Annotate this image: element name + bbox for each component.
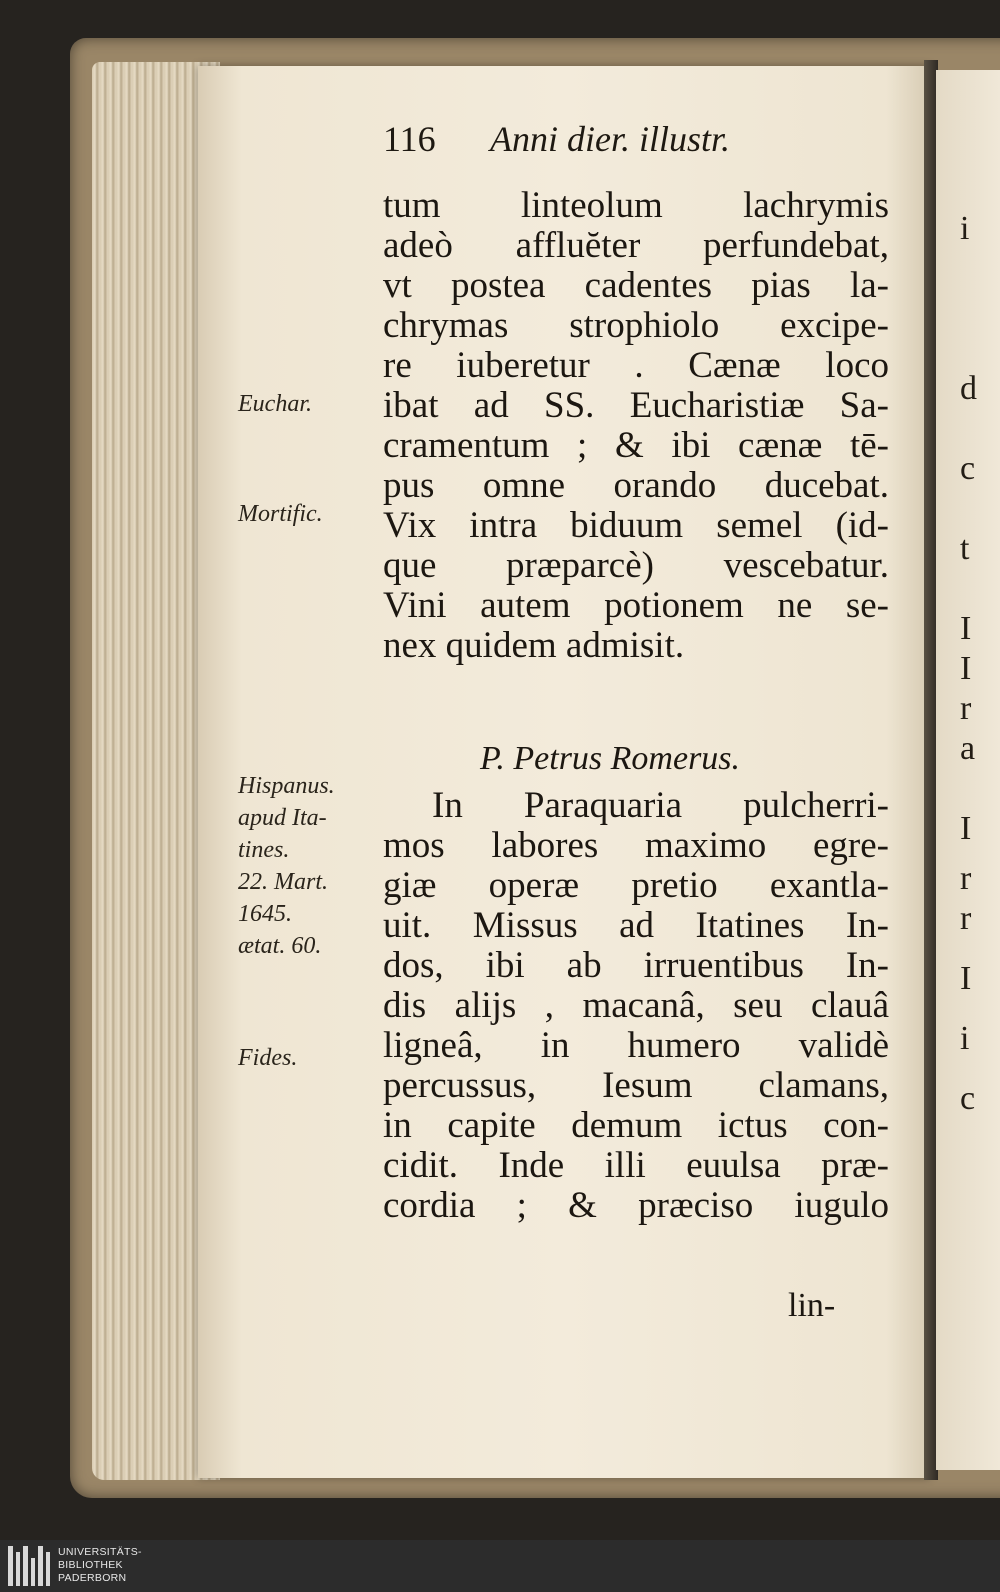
- text-line: cidit. Inde illi euulsa præ-: [383, 1145, 889, 1186]
- text-line: vt postea cadentes pias la-: [383, 265, 889, 306]
- right-edge-letter: c: [960, 1080, 976, 1117]
- margin-note-hispanus: Hispanus.: [238, 773, 335, 799]
- text-line: dis alijs , macanâ, seu clauâ: [383, 985, 889, 1026]
- text-line: dos, ibi ab irruentibus In-: [383, 945, 889, 986]
- margin-note-hispanus: 22. Mart.: [238, 869, 328, 895]
- library-name-line: BIBLIOTHEK: [58, 1559, 123, 1571]
- text-line: percussus, Iesum clamans,: [383, 1065, 889, 1106]
- text-line: in capite demum ictus con-: [383, 1105, 889, 1146]
- text-line: chrymas strophiolo excipe-: [383, 305, 889, 346]
- right-edge-letter: i: [960, 210, 970, 247]
- library-name: [58, 1546, 142, 1585]
- text-line: cramentum ; & ibi cænæ tē-: [383, 425, 889, 466]
- text-line: Vini autem potionem ne se-: [383, 585, 889, 626]
- right-edge-letter: t: [960, 530, 970, 567]
- text-line: ligneâ, in humero validè: [383, 1025, 889, 1066]
- text-line: uit. Missus ad Itatines In-: [383, 905, 889, 946]
- text-line: tum linteolum lachrymis: [383, 185, 889, 226]
- text-line: cordia ; & præciso iugulo: [383, 1185, 889, 1226]
- right-page-edge: [936, 70, 1000, 1470]
- margin-note-hispanus: tines.: [238, 837, 290, 863]
- right-edge-letter: a: [960, 730, 976, 767]
- margin-note-hispanus: 1645.: [238, 901, 292, 927]
- right-edge-letter: r: [960, 690, 972, 727]
- right-edge-letter: I: [960, 610, 972, 647]
- margin-note-hispanus: ætat. 60.: [238, 933, 322, 959]
- right-edge-letter: d: [960, 370, 977, 407]
- library-name-line: PADERBORN: [58, 1572, 127, 1584]
- page-number: 116: [383, 119, 436, 159]
- text-line: nex quidem admisit.: [383, 625, 685, 666]
- text-line: adeò affluĕter perfundebat,: [383, 225, 889, 266]
- running-title: Anni dier. illustr.: [490, 119, 731, 159]
- right-edge-letter: I: [960, 650, 972, 687]
- right-edge-letter: r: [960, 900, 972, 937]
- margin-note-fides: Fides.: [238, 1045, 298, 1071]
- right-edge-letter: I: [960, 960, 972, 997]
- text-line: que præparcè) vescebatur.: [383, 545, 889, 586]
- catchword: lin-: [788, 1287, 836, 1324]
- right-edge-letter: I: [960, 810, 972, 847]
- text-line: pus omne orando ducebat.: [383, 465, 889, 506]
- section-heading: P. Petrus Romerus.: [480, 740, 741, 777]
- margin-note-euchar: Euchar.: [238, 391, 312, 417]
- text-line: In Paraquaria pulcherri-: [432, 785, 889, 826]
- text-line: ibat ad SS. Eucharistiæ Sa-: [383, 385, 889, 426]
- text-line: Vix intra biduum semel (id-: [383, 505, 889, 546]
- library-name-line: UNIVERSITÄTS-: [58, 1546, 142, 1558]
- library-logo-icon: [8, 1546, 50, 1586]
- margin-note-mortific: Mortific.: [238, 501, 323, 527]
- library-footer: [0, 1540, 1000, 1592]
- right-edge-letter: r: [960, 860, 972, 897]
- text-line: mos labores maximo egre-: [383, 825, 889, 866]
- text-line: giæ operæ pretio exantla-: [383, 865, 889, 906]
- margin-note-hispanus: apud Ita-: [238, 805, 327, 831]
- right-edge-letter: c: [960, 450, 976, 487]
- text-line: re iuberetur . Cænæ loco: [383, 345, 889, 386]
- right-edge-letter: i: [960, 1020, 970, 1057]
